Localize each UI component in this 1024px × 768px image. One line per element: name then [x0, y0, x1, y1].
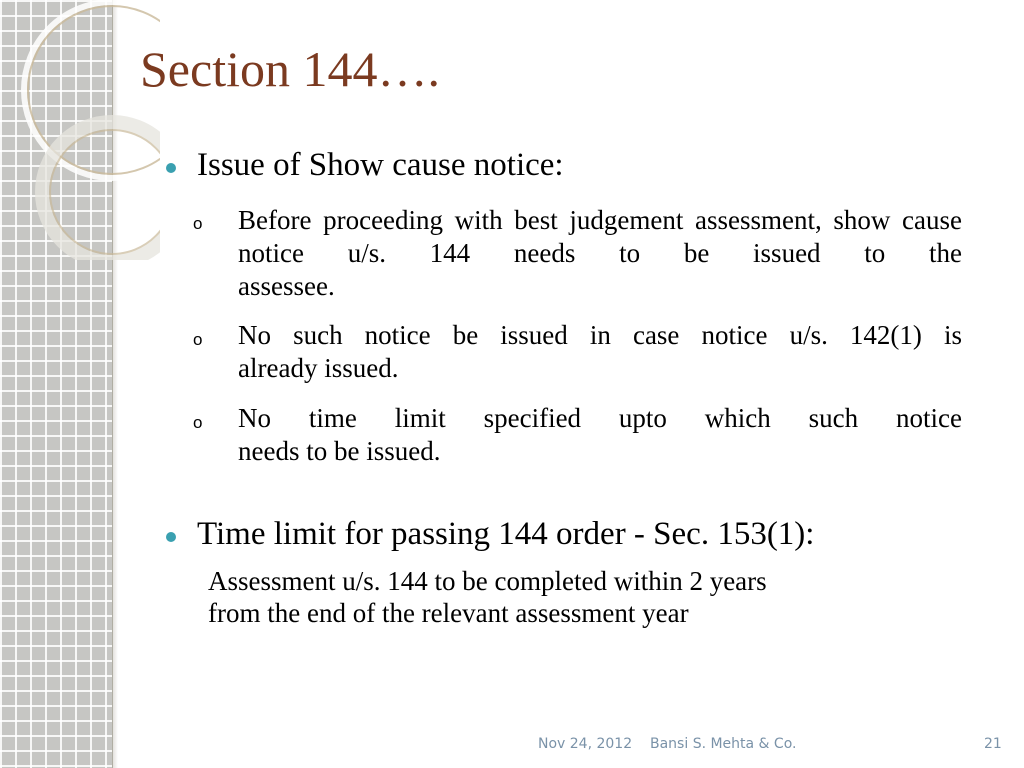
footer-author: Bansi S. Mehta & Co.	[650, 736, 797, 752]
bullet-paragraph-line: Assessment u/s. 144 to be completed within 2 years	[208, 566, 767, 596]
sub-bullet-line: Before proceeding with best judgement assessment, show cause notice u/s. 144 needs to be issued to the	[238, 205, 962, 268]
sub-bullet-line: already issued.	[238, 353, 399, 383]
bullet-item: Time limit for passing 144 order - Sec. 153(1):	[197, 516, 815, 552]
bullet-paragraph-line: from the end of the relevant assessment year	[208, 598, 689, 628]
sub-bullet-line: needs to be issued.	[238, 436, 441, 466]
sub-bullet-line: No such notice be issued in case notice u/s. 142(1) is	[238, 320, 962, 350]
sub-bullet-marker: o	[193, 330, 203, 349]
sub-bullet-marker: o	[193, 413, 203, 432]
sub-bullet-marker: o	[193, 214, 203, 233]
slide-title: Section 144….	[140, 41, 440, 97]
footer-date: Nov 24, 2012	[538, 736, 633, 752]
bullet-marker	[166, 163, 176, 173]
sub-bullet-line: No time limit specified upto which such notice	[238, 403, 962, 433]
sub-bullet-line: assessee.	[238, 271, 335, 301]
bullet-marker	[166, 532, 176, 542]
bullet-item: Issue of Show cause notice:	[197, 147, 564, 183]
footer-page-number: 21	[984, 736, 1002, 752]
